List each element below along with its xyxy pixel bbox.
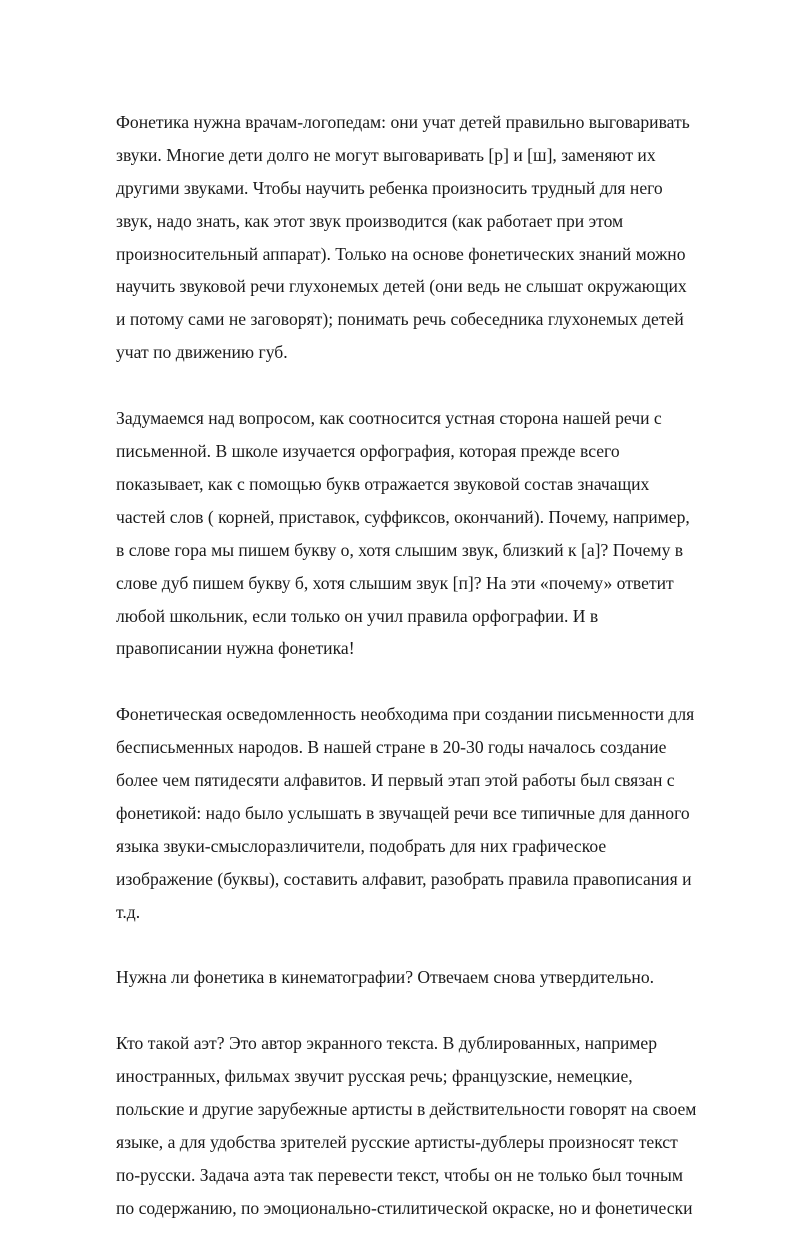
paragraph-cinema-question: Нужна ли фонетика в кинематографии? Отвечаем снова утвердительно. bbox=[116, 967, 655, 988]
document-body bbox=[116, 73, 746, 1258]
paragraph-orthography: Задумаемся над вопросом, как соотносится устная сторона нашей речи с письменной. В школе изучается орфография, которая прежде всего показывает, как с помощью букв отражается звуковой состав значащих частей слов ( корней, приставок, суффиксов, окончаний). Почему, например, в слове гора мы пишем букву о, хотя слышим звук, близкий к [а]? Почему в слове дуб пишем букву б, хотя слышим звук [п]? На эти «почему» ответит любой школьник, если только он учил правила орфографии. И в правописании нужна фонетика! bbox=[116, 408, 690, 659]
paragraph-alphabets: Фонетическая осведомленность необходима при создании письменности для бесписьменных народов. В нашей стране в 20-30 годы началось создание более чем пятидесяти алфавитов. И первый этап этой работы был связан с фонетикой: надо было услышать в звучащей речи все типичные для данного языка звуки-смыслоразличители, подобрать для них графическое изображение (буквы), составить алфавит, разобрать правила правописания и т.д. bbox=[116, 704, 695, 922]
paragraph-screen-author: Кто такой аэт? Это автор экранного текста. В дублированных, например иностранных, фильмах звучит русская речь; французские, немецкие, польские и другие зарубежные артисты в действительности говорят на своем языке, а для удобства зрителей русские артисты-дублеры произносят текст по-русски. Задача аэта так перевести текст, чтобы он не только был точным по содержанию, по эмоционально-стилитической окраске, но и фонетически bbox=[116, 1033, 697, 1218]
paragraph-speech-therapy: Фонетика нужна врачам-логопедам: они учат детей правильно выговаривать звуки. Многие дети долго не могут выговаривать [р] и [ш], заменяют их другими звуками. Чтобы научить ребенка произносить трудный для него звук, надо знать, как этот звук производится (как работает при этом произносительный аппарат). Только на основе фонетических знаний можно научить звуковой речи глухонемых детей (они ведь не слышат окружающих и потому сами не заговорят); понимать речь собеседника глухонемых детей учат по движению губ. bbox=[116, 111, 690, 363]
